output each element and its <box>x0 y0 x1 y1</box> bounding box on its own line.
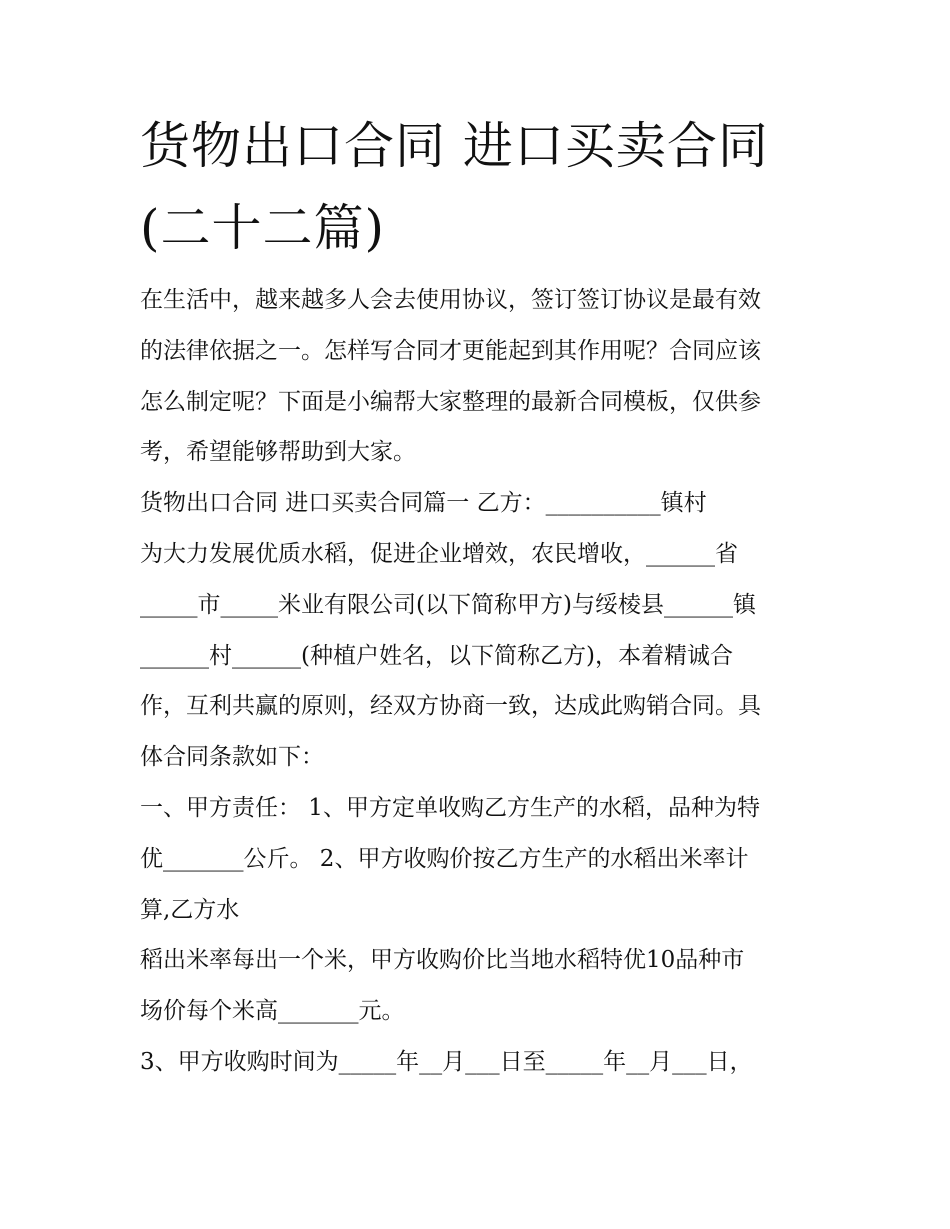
body-text-line: 优_______公斤。 2、甲方收购价按乙方生产的水稻出米率计 <box>140 846 749 872</box>
body-text-line: 体合同条款如下： <box>140 744 324 770</box>
body-text-line: 为大力发展优质水稻，促进企业增效，农民增收，______省 <box>140 541 738 567</box>
body-text-line: 一、甲方责任： 1、甲方定单收购乙方生产的水稻，品种为特 <box>140 795 760 821</box>
body-text-line: 作，互利共赢的原则，经双方协商一致，达成此购销合同。具 <box>140 693 761 719</box>
body-text-line: 在生活中，越来越多人会去使用协议，签订签订协议是最有效 <box>140 287 761 313</box>
body-text-line: 货物出口合同 进口买卖合同篇一 乙方：__________镇村 <box>140 490 707 516</box>
document-title-line-2: (二十二篇) <box>140 199 386 257</box>
body-text-line: 算,乙方水 <box>140 897 240 923</box>
body-text-line: 的法律依据之一。怎样写合同才更能起到其作用呢？合同应该 <box>140 338 761 364</box>
body-text-line: 3、甲方收购时间为_____年__月___日至_____年__月___日， <box>140 1049 753 1075</box>
document-title-line-1: 货物出口合同 进口买卖合同 <box>140 117 769 175</box>
body-text-line: 考，希望能够帮助到大家。 <box>140 439 416 465</box>
body-text-line: 稻出米率每出一个米，甲方收购价比当地水稻特优10品种市 <box>140 947 745 973</box>
body-text-line: ______村______(种植户姓名，以下简称乙方)，本着精诚合 <box>140 643 733 669</box>
body-text-line: 场价每个米高_______元。 <box>140 998 405 1024</box>
body-text-line: 怎么制定呢？下面是小编帮大家整理的最新合同模板，仅供参 <box>140 389 761 415</box>
body-text-line: _____市_____米业有限公司(以下简称甲方)与绥棱县______镇 <box>140 592 756 618</box>
